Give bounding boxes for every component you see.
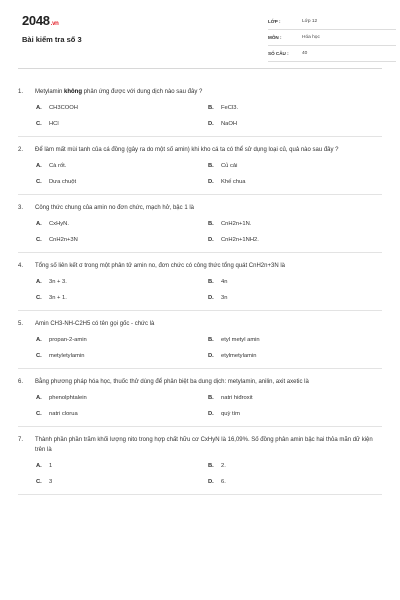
option-letter: B. <box>208 163 214 169</box>
question-header <box>18 435 382 455</box>
answer-option[interactable] <box>36 235 208 246</box>
option-letter: B. <box>208 395 214 401</box>
question-item <box>18 79 382 137</box>
question-text-part: Bằng phương pháp hóa học, thuốc thử dùng để phân biệt ba dung dịch: metylamin, anilin, axit axetic là <box>35 379 309 385</box>
option-text: 3n <box>221 295 228 301</box>
option-letter: A. <box>36 337 42 343</box>
option-letter: A. <box>36 163 42 169</box>
option-text: etylmetylamin <box>221 353 257 359</box>
question-header <box>18 203 382 213</box>
option-letter: D. <box>208 121 214 127</box>
meta-label: LỚP : <box>268 19 281 24</box>
question-text-part: Công thức chung của amin no đơn chức, mạch hở, bậc 1 là <box>35 205 194 211</box>
answer-option[interactable] <box>208 477 380 488</box>
answer-option[interactable] <box>36 409 208 420</box>
option-letter: B. <box>208 463 214 469</box>
question-number: 5. <box>18 321 24 327</box>
answer-option[interactable] <box>36 393 208 404</box>
answer-options <box>36 335 382 362</box>
option-letter: C. <box>36 121 42 127</box>
question-number: 2. <box>18 147 24 153</box>
meta-value: Hóa học <box>302 35 320 40</box>
answer-option[interactable] <box>36 119 208 130</box>
question-header <box>18 261 382 271</box>
option-text: 1 <box>49 463 53 469</box>
question-text-part: Tổng số liên kết σ trong một phân tử amin no, đơn chức có công thức tổng quát CnH2n+3N là <box>35 263 285 269</box>
answer-option[interactable] <box>208 277 380 288</box>
option-text: Dưa chuột <box>49 179 77 185</box>
option-text: CnH2n+1N. <box>221 221 252 227</box>
answer-option[interactable] <box>36 351 208 362</box>
option-text: 2. <box>221 463 226 469</box>
answer-option[interactable] <box>36 461 208 472</box>
option-text: Cà rốt. <box>49 163 67 169</box>
option-letter: D. <box>208 295 214 301</box>
question-header <box>18 145 382 155</box>
option-text: phenolphtalein <box>49 395 87 401</box>
option-text: quỳ tím <box>221 411 241 417</box>
option-text: FeCl3. <box>221 105 239 111</box>
option-text: CnH2n+1NH2. <box>221 237 259 243</box>
option-text: 3n + 1. <box>49 295 67 301</box>
answer-option[interactable] <box>208 393 380 404</box>
site-logo[interactable] <box>22 13 59 28</box>
option-text: 3n + 3. <box>49 279 67 285</box>
question-text <box>35 261 285 271</box>
question-text <box>35 377 309 387</box>
answer-option[interactable] <box>208 235 380 246</box>
option-text: 4n <box>221 279 228 285</box>
answer-option[interactable] <box>208 219 380 230</box>
option-letter: C. <box>36 479 42 485</box>
option-letter: C. <box>36 411 42 417</box>
meta-row-subject <box>268 30 396 46</box>
answer-options <box>36 393 382 420</box>
option-text: CxHyN. <box>49 221 69 227</box>
question-text-emphasis: không <box>64 89 83 95</box>
meta-row-class <box>268 14 396 30</box>
answer-options <box>36 161 382 188</box>
answer-option[interactable] <box>36 293 208 304</box>
question-text-part: Metylamin <box>35 89 65 95</box>
meta-value: 40 <box>302 51 308 56</box>
exam-header <box>18 0 382 62</box>
meta-label: SỐ CÂU : <box>268 51 289 56</box>
answer-option[interactable] <box>208 119 380 130</box>
question-list <box>18 69 382 495</box>
answer-option[interactable] <box>208 103 380 114</box>
option-letter: D. <box>208 179 214 185</box>
answer-option[interactable] <box>36 219 208 230</box>
question-text-part: phản ứng được với dung dịch nào sau đây ? <box>82 89 203 95</box>
option-letter: D. <box>208 237 214 243</box>
logo-text: 2048 <box>22 13 50 28</box>
question-text <box>35 87 202 97</box>
option-text: Khế chua <box>221 179 246 185</box>
question-header <box>18 319 382 329</box>
option-letter: A. <box>36 463 42 469</box>
option-letter: B. <box>208 279 214 285</box>
option-text: metyletylamin <box>49 353 85 359</box>
answer-option[interactable] <box>208 293 380 304</box>
question-header <box>18 377 382 387</box>
question-item <box>18 311 382 369</box>
question-item <box>18 427 382 495</box>
answer-options <box>36 461 382 488</box>
question-item <box>18 195 382 253</box>
option-letter: C. <box>36 295 42 301</box>
meta-row-question-count <box>268 46 396 62</box>
option-letter: A. <box>36 105 42 111</box>
option-text: 3 <box>49 479 53 485</box>
meta-label: MÔN : <box>268 35 282 40</box>
option-text: CH3COOH <box>49 105 78 111</box>
answer-option[interactable] <box>208 409 380 420</box>
question-text <box>35 319 154 329</box>
answer-option[interactable] <box>36 335 208 346</box>
option-letter: B. <box>208 105 214 111</box>
option-text: NaOH <box>221 121 238 127</box>
answer-option[interactable] <box>208 351 380 362</box>
question-item <box>18 369 382 427</box>
option-text: natri clorua <box>49 411 78 417</box>
option-letter: A. <box>36 279 42 285</box>
question-item <box>18 253 382 311</box>
option-text: Củ cải <box>221 163 238 169</box>
option-letter: C. <box>36 179 42 185</box>
option-letter: D. <box>208 411 214 417</box>
option-letter: D. <box>208 479 214 485</box>
question-number: 3. <box>18 205 24 211</box>
answer-options <box>36 103 382 130</box>
option-text: CnH2n+3N <box>49 237 78 243</box>
question-text-part: Amin CH3-NH-C2H5 có tên gọi gốc - chức là <box>35 321 155 327</box>
test-title: Bài kiểm tra số 3 <box>22 35 82 44</box>
question-header <box>18 87 382 97</box>
question-text-part: Để làm mất mùi tanh của cá đồng (gây ra do một số amin) khi kho cá ta có thể sử dụng loại củ, quả nào sau đây ? <box>35 147 339 153</box>
option-letter: A. <box>36 395 42 401</box>
question-number: 7. <box>18 437 24 443</box>
answer-options <box>36 219 382 246</box>
question-number: 6. <box>18 379 24 385</box>
option-letter: A. <box>36 221 42 227</box>
option-text: propan-2-amin <box>49 337 87 343</box>
question-text-part: Thành phần phần trăm khối lượng nito trong hợp chất hữu cơ CxHyN là 16,09%. Số đồng phân amin bậc hai thỏa mãn dữ kiện trên là <box>35 437 373 453</box>
option-text: natri hiđroxit <box>221 395 253 401</box>
option-letter: C. <box>36 237 42 243</box>
answer-option[interactable] <box>36 103 208 114</box>
question-number: 4. <box>18 263 24 269</box>
question-text <box>35 435 382 455</box>
answer-option[interactable] <box>208 177 380 188</box>
question-number: 1. <box>18 89 24 95</box>
answer-options <box>36 277 382 304</box>
answer-option[interactable] <box>208 161 380 172</box>
question-item <box>18 137 382 195</box>
answer-option[interactable] <box>208 335 380 346</box>
answer-option[interactable] <box>36 477 208 488</box>
answer-option[interactable] <box>36 161 208 172</box>
option-letter: C. <box>36 353 42 359</box>
exam-meta <box>268 14 396 62</box>
option-text: etyl metyl amin <box>221 337 260 343</box>
option-text: 6. <box>221 479 226 485</box>
answer-option[interactable] <box>208 461 380 472</box>
answer-option[interactable] <box>36 177 208 188</box>
question-text <box>35 145 339 155</box>
option-letter: D. <box>208 353 214 359</box>
option-text: HCl <box>49 121 59 127</box>
answer-option[interactable] <box>36 277 208 288</box>
meta-value: Lớp 12 <box>302 19 318 24</box>
logo-tld: .vn <box>50 21 59 27</box>
option-letter: B. <box>208 337 214 343</box>
question-text <box>35 203 194 213</box>
option-letter: B. <box>208 221 214 227</box>
